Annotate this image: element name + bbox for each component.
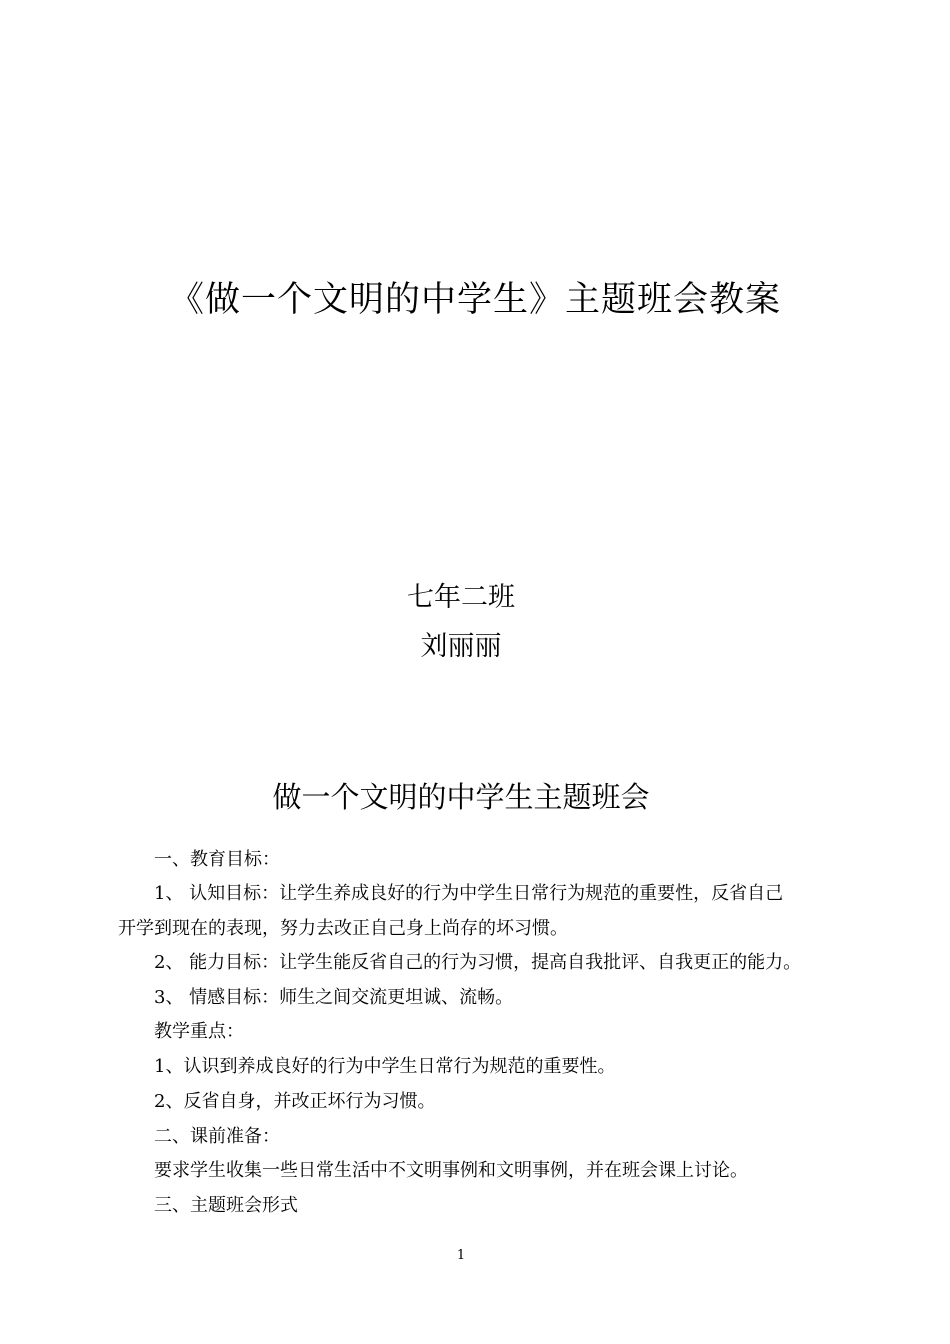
paragraph-education-goals: 一、教育目标：	[154, 849, 280, 870]
paragraph-ability-goal: 2、 能力目标：让学生能反省自己的行为习惯，提高自我批评、自我更正的能力。	[154, 952, 802, 973]
paragraph-preparation-detail: 要求学生收集一些日常生活中不文明事例和文明事例，并在班会课上讨论。	[154, 1160, 748, 1181]
author-name: 刘丽丽	[420, 631, 502, 662]
page-number: 1	[456, 1248, 466, 1263]
class-name: 七年二班	[407, 582, 515, 613]
paragraph-emotion-goal: 3、 情感目标：师生之间交流更坦诚、流畅。	[154, 987, 514, 1008]
paragraph-format: 三、主题班会形式	[154, 1195, 298, 1216]
main-title: 《做一个文明的中学生》主题班会教案	[168, 280, 781, 320]
section-title: 做一个文明的中学生主题班会	[272, 780, 650, 814]
paragraph-teaching-focus: 教学重点：	[154, 1021, 244, 1042]
paragraph-preparation: 二、课前准备：	[154, 1126, 280, 1147]
paragraph-cognitive-goal: 1、 认知目标：让学生养成良好的行为中学生日常行为规范的重要性，反省自己	[154, 883, 784, 904]
paragraph-cognitive-goal-cont: 开学到现在的表现，努力去改正自己身上尚存的坏习惯。	[118, 918, 568, 939]
paragraph-focus-1: 1、认识到养成良好的行为中学生日常行为规范的重要性。	[154, 1056, 616, 1077]
paragraph-focus-2: 2、反省自身，并改正坏行为习惯。	[154, 1091, 436, 1112]
